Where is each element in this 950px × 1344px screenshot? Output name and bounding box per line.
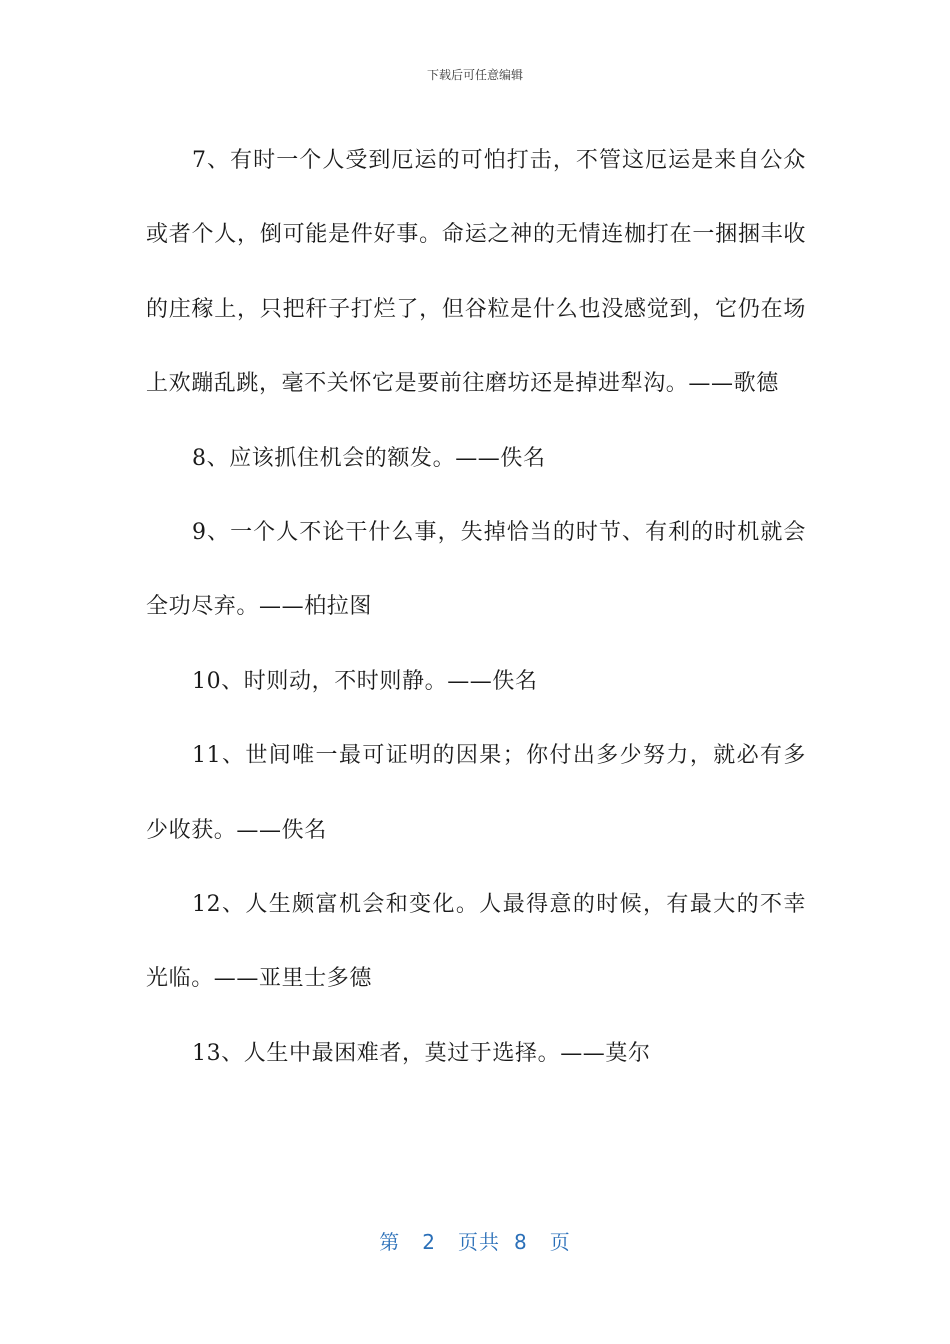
quote-paragraph-8: 8、应该抓住机会的额发。——佚名 — [192, 445, 546, 471]
quote-paragraph-9: 9、一个人不论干什么事，失掉恰当的时节、有利的时机就会全功尽弃。——柏拉图 — [146, 520, 806, 620]
quote-paragraph-10: 10、时则动，不时则静。——佚名 — [192, 668, 538, 694]
page-header: 下载后可任意编辑 — [426, 68, 523, 82]
footer-page-number: 2 — [422, 1230, 436, 1254]
footer-total-pages: 8 — [514, 1230, 528, 1254]
page-footer — [0, 1226, 950, 1255]
quote-paragraph-11: 11、世间唯一最可证明的因果；你付出多少努力，就必有多少收获。——佚名 — [146, 743, 806, 843]
quote-paragraph-12: 12、人生颇富机会和变化。人最得意的时候，有最大的不幸光临。——亚里士多德 — [146, 892, 806, 992]
footer-prefix: 第 — [379, 1230, 401, 1254]
footer-middle: 页共 — [458, 1230, 500, 1254]
footer-suffix: 页 — [549, 1230, 571, 1254]
quote-paragraph-13: 13、人生中最困难者，莫过于选择。——莫尔 — [192, 1040, 651, 1066]
quote-paragraph-7: 7、有时一个人受到厄运的可怕打击，不管这厄运是来自公众或者个人，倒可能是件好事。命运之神的无情连枷打在一捆捆丰收的庄稼上，只把秆子打烂了，但谷粒是什么也没感觉到，它仍在场上欢蹦乱跳，毫不关怀它是要前往磨坊还是掉进犁沟。——歌德 — [146, 148, 806, 397]
document-body — [146, 124, 806, 1091]
